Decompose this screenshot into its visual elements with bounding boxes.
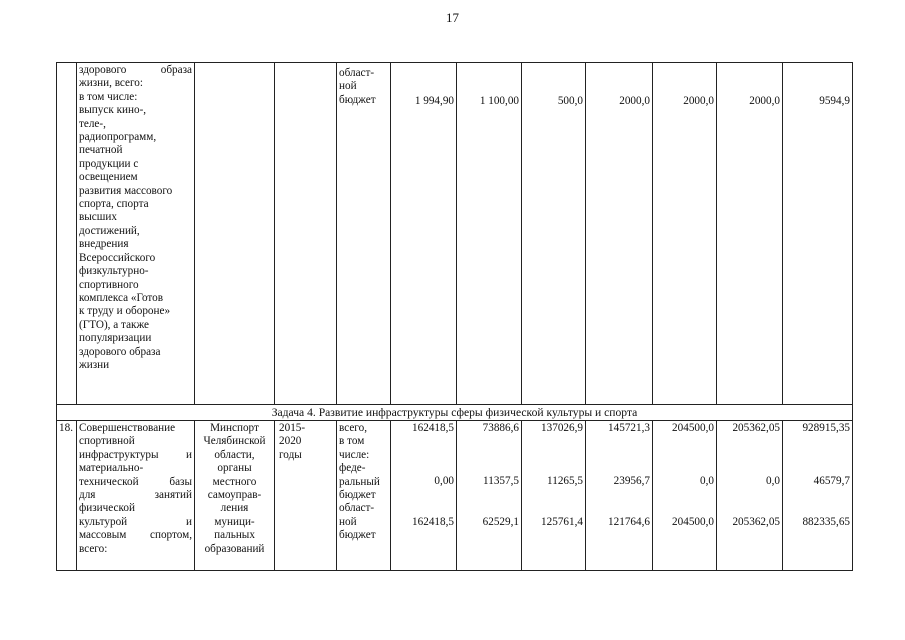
description-cell: [77, 421, 195, 571]
row-number-cell: 18.: [57, 421, 77, 571]
text-line: (ГТО), а также: [79, 318, 150, 331]
program-table: [56, 62, 853, 571]
value-line: 137026,9: [541, 422, 583, 434]
text-line: культурой и: [79, 515, 192, 528]
row-number-cell: [57, 63, 77, 405]
text-line: органы: [217, 462, 252, 475]
text-line: годы: [279, 448, 302, 461]
value-line: 162418,5: [412, 422, 454, 434]
text-line: образований: [204, 542, 265, 555]
text-line: для занятий: [79, 489, 192, 502]
text-line: технической базы: [79, 475, 192, 488]
period-cell: [275, 421, 337, 571]
text-line: к труду и обороне»: [79, 305, 171, 318]
value-line: 125761,4: [541, 515, 583, 528]
text-line: пальных: [214, 529, 255, 542]
text-line: ной: [339, 515, 357, 528]
value-line: 0,0: [700, 475, 714, 488]
value-2019: [653, 421, 717, 571]
text-line: Всероссийского: [79, 251, 156, 264]
value-line: 46579,7: [813, 475, 850, 488]
value-line: 928915,35: [802, 422, 850, 434]
executor-cell: [195, 63, 275, 405]
text-line: физкультурно-: [79, 265, 149, 278]
value-line: 205362,05: [732, 422, 780, 434]
table-row-continued: [57, 63, 853, 405]
text-line: 2015-: [279, 422, 306, 434]
section-title: Задача 4. Развитие инфраструктуры сферы физической культуры и спорта: [57, 405, 853, 421]
value-line: 23956,7: [613, 475, 650, 488]
value-2020: 2000,0: [717, 63, 783, 405]
value-2020: [717, 421, 783, 571]
value-total: 9594,9: [783, 63, 853, 405]
text-line: ной: [339, 80, 357, 93]
period-cell: [275, 63, 337, 405]
text-line: всего,: [339, 422, 367, 434]
page-number: 17: [446, 10, 459, 25]
text-line: освещением: [79, 171, 138, 184]
text-line: продукции с: [79, 157, 139, 170]
text-line: спорта, спорта: [79, 198, 149, 211]
text-line: жизни, всего:: [79, 77, 144, 90]
value-2019: 2000,0: [653, 63, 717, 405]
value-line: 205362,05: [732, 515, 780, 528]
text-line: комплекса «Готов: [79, 291, 164, 304]
text-line: спортивного: [79, 278, 139, 291]
text-line: ральный: [339, 475, 380, 488]
text-line: ления: [220, 502, 249, 515]
text-line: материально-: [79, 462, 144, 475]
value-line: 204500,0: [672, 515, 714, 528]
value-line: 11357,5: [483, 475, 519, 488]
text-line: теле-,: [79, 117, 106, 130]
text-line: бюджет: [339, 529, 376, 542]
text-line: спортивной: [79, 435, 135, 448]
text-line: всего:: [79, 542, 108, 555]
executor-cell: [195, 421, 275, 571]
value-2016: 1 100,00: [457, 63, 522, 405]
text-line: печатной: [79, 144, 123, 157]
value-2017: 500,0: [522, 63, 586, 405]
text-line: в том: [339, 435, 365, 448]
text-line: числе:: [339, 448, 370, 461]
value-line: 73886,6: [482, 422, 519, 434]
text-line: в том числе:: [79, 90, 138, 103]
text-line: популяризации: [79, 332, 152, 345]
text-line: Совершенствование: [79, 422, 176, 434]
text-line: Челябинской: [203, 435, 266, 448]
value-total: [783, 421, 853, 571]
text-line: муници-: [214, 515, 255, 528]
text-line: высших: [79, 211, 117, 224]
table-row-18: [57, 421, 853, 571]
text-line: области,: [214, 448, 255, 461]
text-line: област-: [339, 67, 375, 79]
funding-source-cell: [337, 421, 391, 571]
text-line: физической: [79, 502, 135, 515]
value-line: 11265,5: [547, 475, 583, 488]
value-2015: 1 994,90: [391, 63, 457, 405]
value-2016: [457, 421, 522, 571]
description-cell: [77, 63, 195, 405]
text-line: здорового образа: [79, 345, 161, 358]
text-line: област-: [339, 502, 375, 515]
text-line: инфраструктуры и: [79, 448, 192, 461]
text-line: 2020: [279, 435, 302, 448]
text-line: самоуправ-: [207, 489, 262, 502]
value-line: 204500,0: [672, 422, 714, 434]
text-line: бюджет: [339, 489, 376, 502]
text-line: жизни: [79, 358, 110, 371]
value-2018: [586, 421, 653, 571]
text-line: развития массового: [79, 184, 173, 197]
text-line: феде-: [339, 462, 366, 475]
value-line: 162418,5: [412, 515, 454, 528]
text-line: бюджет: [339, 93, 376, 106]
value-2015: [391, 421, 457, 571]
text-line: выпуск кино-,: [79, 104, 147, 117]
value-line: 0,0: [766, 475, 780, 488]
value-line: 62529,1: [482, 515, 519, 528]
text-line: внедрения: [79, 238, 129, 251]
text-line: радиопрограмм,: [79, 131, 157, 144]
funding-source-cell: [337, 63, 391, 405]
value-2018: 2000,0: [586, 63, 653, 405]
text-line: местного: [212, 475, 257, 488]
value-line: 882335,65: [802, 515, 850, 528]
value-line: 121764,6: [608, 515, 650, 528]
text-line: здорового образа: [79, 64, 192, 76]
value-2017: [522, 421, 586, 571]
text-line: достижений,: [79, 224, 140, 237]
text-line: Минспорт: [210, 422, 259, 434]
value-line: 145721,3: [608, 422, 650, 434]
text-line: массовым спортом,: [79, 529, 192, 542]
value-line: 0,00: [434, 475, 454, 488]
section-header-row: [57, 405, 853, 421]
